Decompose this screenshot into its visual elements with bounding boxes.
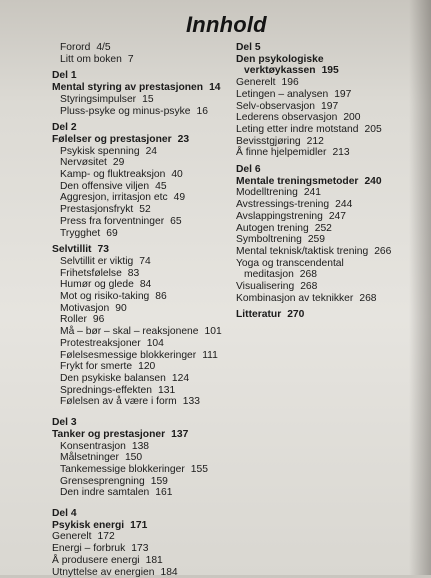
- toc-entry-title: Protestreaksjoner: [60, 337, 141, 349]
- toc-entry: [52, 181, 230, 193]
- toc-entry-page-number: 86: [155, 291, 167, 303]
- toc-entry-title: Modelltrening: [236, 187, 298, 199]
- toc-entry-page-number: 14: [209, 82, 221, 94]
- toc-entry: [52, 146, 230, 158]
- toc-left-column: [52, 42, 230, 578]
- toc-entry: [52, 396, 230, 408]
- toc-entry: [52, 94, 230, 106]
- toc-entry-page-number: 259: [307, 234, 326, 246]
- toc-entry-title: Mentale treningsmetoder: [236, 175, 359, 187]
- toc-entry: [236, 42, 406, 54]
- toc-entry-title: Bevisstgjøring: [236, 135, 301, 147]
- toc-entry-title: Forord: [60, 42, 91, 53]
- toc-entry: [52, 279, 230, 291]
- toc-spacer: [52, 408, 230, 417]
- toc-entry-title: Mental teknisk/taktisk trening: [236, 245, 369, 257]
- toc-entry: [52, 303, 230, 315]
- toc-entry: [236, 65, 406, 77]
- toc-entry-page-number: 111: [202, 349, 218, 361]
- toc-entry: [52, 531, 230, 543]
- toc-entry: [52, 417, 230, 429]
- toc-entry-page-number: 101: [204, 326, 222, 338]
- toc-entry-page-number: 150: [124, 452, 143, 464]
- toc-entry: [52, 106, 230, 118]
- toc-entry: [236, 136, 406, 148]
- toc-entry-title: Må – bør – skal – reaksjonene: [60, 326, 199, 338]
- toc-entry-page-number: 195: [321, 65, 339, 77]
- toc-entry-title: Prestasjonsfrykt: [60, 204, 134, 216]
- toc-entry-page-number: 213: [332, 147, 350, 159]
- toc-entry-title: Frihetsfølelse: [60, 267, 122, 279]
- toc-entry: [52, 543, 230, 555]
- toc-entry-title: Mot og risiko-taking: [60, 291, 150, 303]
- toc-entry-title: meditasjon: [244, 269, 294, 281]
- toc-entry: [236, 309, 406, 321]
- toc-entry-page-number: 205: [364, 123, 382, 135]
- toc-entry: [236, 89, 406, 101]
- toc-entry: [236, 147, 406, 159]
- toc-entry-page-number: 212: [306, 135, 324, 147]
- toc-entry: [52, 204, 230, 216]
- toc-entry: [52, 216, 230, 228]
- toc-entry: [52, 192, 230, 204]
- toc-entry-title: Styringsimpulser: [60, 93, 137, 105]
- toc-entry-title: Kamp- og fluktreaksjon: [60, 169, 166, 181]
- toc-entry: [52, 256, 230, 268]
- toc-entry-page-number: 155: [190, 463, 208, 475]
- toc-entry-page-number: 133: [182, 396, 200, 408]
- toc-entry-title: Del 2: [52, 122, 77, 134]
- toc-entry-title: Del 6: [236, 164, 261, 176]
- toc-entry-page-number: 40: [171, 169, 183, 181]
- toc-right-column: [236, 42, 406, 321]
- toc-entry-title: Følelsen av å være i form: [60, 396, 177, 408]
- toc-entry: [52, 134, 230, 146]
- toc-entry-page-number: 268: [300, 281, 318, 293]
- toc-entry: [52, 441, 230, 453]
- toc-entry-title: Konsentrasjon: [60, 440, 126, 452]
- toc-entry-page-number: 29: [112, 157, 125, 169]
- toc-entry-page-number: 24: [145, 145, 158, 157]
- toc-entry: [236, 112, 406, 124]
- toc-entry: [236, 246, 406, 258]
- toc-entry: [52, 487, 230, 499]
- toc-entry: [52, 54, 230, 66]
- toc-entry-page-number: 124: [171, 372, 190, 384]
- toc-entry-title: Lederens observasjon: [236, 112, 338, 124]
- toc-entry-title: Del 4: [52, 508, 77, 520]
- page-edge-shadow: [409, 0, 431, 575]
- toc-entry-page-number: 23: [177, 133, 190, 145]
- toc-entry-title: Utnyttelse av energien: [52, 566, 155, 578]
- toc-entry: [52, 350, 230, 362]
- toc-entry: [52, 555, 230, 567]
- toc-entry: [52, 244, 230, 256]
- toc-entry-page-number: 268: [359, 292, 377, 304]
- toc-entry-page-number: 173: [131, 543, 149, 555]
- toc-entry: [52, 157, 230, 169]
- toc-entry: [236, 199, 406, 211]
- toc-entry-page-number: 84: [139, 279, 152, 291]
- toc-entry: [236, 101, 406, 113]
- toc-entry: [236, 164, 406, 176]
- toc-entry-page-number: 15: [142, 93, 154, 105]
- toc-entry-page-number: 244: [335, 199, 353, 211]
- toc-entry-title: Å finne hjelpemidler: [236, 147, 327, 159]
- toc-entry-page-number: 49: [173, 192, 186, 204]
- toc-entry: [236, 234, 406, 246]
- toc-entry-title: Den psykiske balansen: [60, 372, 166, 384]
- toc-entry-title: Selv-observasjon: [236, 100, 315, 112]
- toc-entry-page-number: 270: [287, 309, 305, 321]
- toc-entry-title: Nervøsitet: [60, 157, 107, 169]
- toc-entry: [52, 122, 230, 134]
- toc-entry: [236, 124, 406, 136]
- toc-entry: [52, 42, 230, 54]
- page-title: Innhold: [186, 12, 267, 37]
- toc-entry-title: Generelt: [52, 531, 92, 543]
- toc-entry-page-number: 52: [139, 204, 151, 216]
- toc-entry-page-number: 197: [334, 88, 352, 100]
- toc-entry: [52, 429, 230, 441]
- toc-entry-page-number: 197: [320, 100, 339, 112]
- toc-entry-title: Press fra forventninger: [60, 215, 165, 227]
- toc-entry-title: Selvtillit: [52, 244, 92, 256]
- toc-entry-page-number: 159: [150, 475, 168, 487]
- toc-entry: [52, 508, 230, 520]
- toc-entry-page-number: 268: [299, 269, 317, 281]
- toc-entry-title: Frykt for smerte: [60, 361, 133, 373]
- toc-entry-title: Å produsere energi: [52, 554, 140, 566]
- toc-entry: [52, 520, 230, 532]
- toc-entry-title: Målsetninger: [60, 452, 119, 464]
- toc-entry: [52, 268, 230, 280]
- toc-entry-title: Sprednings-effekten: [60, 384, 152, 396]
- toc-entry-title: Tanker og prestasjoner: [52, 428, 166, 440]
- toc-entry-page-number: 83: [127, 267, 140, 279]
- toc-entry-page-number: 69: [106, 227, 118, 239]
- toc-entry-title: Generelt: [236, 77, 276, 89]
- toc-entry-title: Litteratur: [236, 309, 282, 321]
- toc-entry-page-number: 74: [139, 255, 151, 267]
- toc-entry: [52, 338, 230, 350]
- toc-entry-title: Litt om boken: [60, 53, 122, 65]
- toc-entry: [52, 70, 230, 82]
- toc-entry-page-number: 240: [364, 175, 382, 187]
- toc-entry: [52, 361, 230, 373]
- toc-entry-page-number: 131: [157, 384, 176, 396]
- toc-entry: [236, 211, 406, 223]
- toc-entry-page-number: 7: [127, 53, 134, 65]
- toc-entry-page-number: 200: [343, 112, 361, 124]
- toc-entry-title: Del 1: [52, 70, 77, 82]
- toc-entry: [52, 385, 230, 397]
- toc-entry-title: Avslappingstrening: [236, 210, 323, 222]
- toc-entry-title: Avstressings-trening: [236, 199, 330, 211]
- toc-entry: [236, 269, 406, 281]
- toc-entry-title: Aggresjon, irritasjon etc: [60, 192, 168, 204]
- toc-entry: [236, 176, 406, 188]
- toc-entry-title: Leting etter indre motstand: [236, 123, 359, 135]
- toc-spacer: [52, 499, 230, 508]
- toc-entry-page-number: 90: [115, 302, 127, 314]
- toc-entry-title: Yoga og transcendental: [236, 257, 344, 269]
- toc-entry-title: Trygghet: [60, 227, 101, 239]
- toc-entry: [52, 464, 230, 476]
- toc-entry-page-number: 65: [170, 215, 182, 227]
- toc-entry-page-number: 96: [92, 314, 105, 326]
- toc-entry-title: Grensesprengning: [60, 475, 145, 487]
- toc-entry-page-number: 73: [97, 244, 109, 256]
- toc-entry: [52, 314, 230, 326]
- toc-entry-page-number: 138: [131, 440, 150, 452]
- toc-entry: [52, 82, 230, 94]
- toc-entry-title: verktøykassen: [244, 65, 316, 77]
- toc-entry-title: Motivasjon: [60, 302, 110, 314]
- toc-entry-title: Selvtillit er viktig: [60, 255, 134, 267]
- toc-entry-page-number: 45: [155, 180, 167, 192]
- toc-entry-title: Humør og glede: [60, 279, 134, 291]
- toc-entry-title: Pluss-psyke og minus-psyke: [60, 105, 191, 117]
- toc-entry-page-number: 172: [97, 531, 115, 543]
- toc-entry-title: Roller: [60, 314, 87, 326]
- toc-entry-page-number: 196: [281, 77, 299, 89]
- toc-entry-title: Psykisk energi: [52, 519, 125, 531]
- toc-entry-page-number: 161: [155, 487, 173, 499]
- toc-entry: [52, 452, 230, 464]
- toc-entry-title: Autogen trening: [236, 222, 309, 234]
- toc-entry: [52, 169, 230, 181]
- toc-entry: [236, 187, 406, 199]
- toc-entry: [236, 223, 406, 235]
- toc-entry-page-number: 120: [138, 361, 156, 373]
- toc-entry-title: Følelsesmessige blokkeringer: [60, 349, 197, 361]
- toc-entry-page-number: 184: [160, 566, 178, 578]
- toc-entry-page-number: 16: [196, 105, 208, 117]
- toc-entry-page-number: 137: [171, 428, 189, 440]
- toc-entry: [52, 567, 230, 578]
- toc-entry: [236, 258, 406, 270]
- toc-entry-title: Kombinasjon av teknikker: [236, 292, 354, 304]
- toc-entry-title: Visualisering: [236, 281, 295, 293]
- toc-entry-title: Letingen – analysen: [236, 88, 329, 100]
- toc-entry-page-number: 252: [314, 222, 332, 234]
- toc-entry-title: Tankemessige blokkeringer: [60, 463, 185, 475]
- toc-entry-title: Del 3: [52, 417, 77, 429]
- toc-entry-page-number: 4/5: [96, 42, 111, 53]
- toc-entry-page-number: 104: [146, 337, 164, 349]
- toc-entry-page-number: 247: [328, 210, 347, 222]
- toc-entry-page-number: 171: [130, 519, 148, 531]
- toc-entry-title: Energi – forbruk: [52, 543, 126, 555]
- toc-entry: [52, 373, 230, 385]
- toc-entry-title: Mental styring av prestasjonen: [52, 82, 204, 94]
- toc-entry-page-number: 266: [374, 245, 392, 257]
- toc-entry-page-number: 241: [303, 187, 322, 199]
- toc-entry-title: Den psykologiske: [236, 53, 324, 65]
- toc-entry-title: Den indre samtalen: [60, 487, 150, 499]
- toc-entry: [52, 228, 230, 240]
- toc-entry: [52, 291, 230, 303]
- toc-entry: [236, 281, 406, 293]
- toc-entry: [52, 326, 230, 338]
- toc-entry-title: Psykisk spenning: [60, 145, 140, 157]
- toc-entry: [236, 293, 406, 305]
- toc-entry: [52, 476, 230, 488]
- toc-entry-title: Følelser og prestasjoner: [52, 133, 172, 145]
- toc-entry-title: Symboltrening: [236, 234, 302, 246]
- toc-entry: [236, 54, 406, 66]
- toc-entry-title: Del 5: [236, 42, 261, 53]
- toc-entry-page-number: 181: [145, 554, 163, 566]
- toc-entry-title: Den offensive viljen: [60, 180, 150, 192]
- toc-entry: [236, 77, 406, 89]
